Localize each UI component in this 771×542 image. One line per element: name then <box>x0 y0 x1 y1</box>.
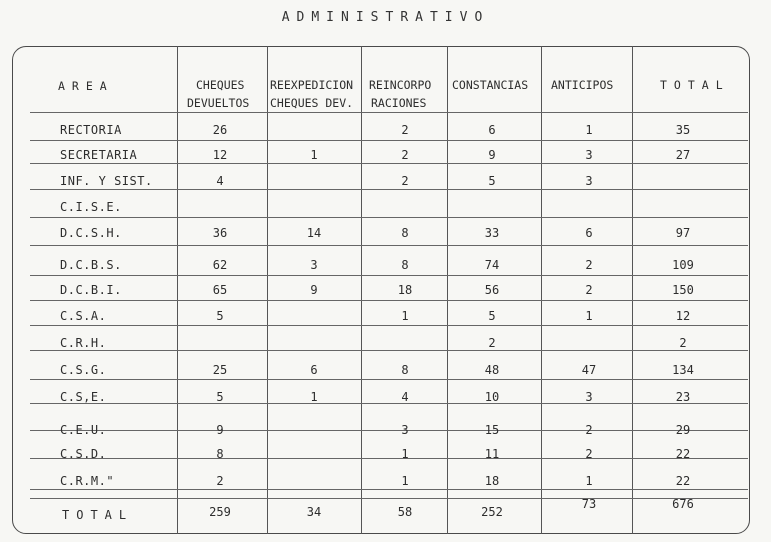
cell-reexp: 1 <box>310 148 318 162</box>
row-divider <box>30 275 748 276</box>
total-const: 252 <box>481 505 503 519</box>
cell-reinc: 18 <box>397 283 413 297</box>
row-area-label: C.I.S.E. <box>60 200 122 214</box>
cell-const: 6 <box>488 123 496 137</box>
cell-cheques: 8 <box>216 447 224 461</box>
row-divider <box>30 325 748 326</box>
cell-antic: 2 <box>585 423 593 437</box>
row-area-label: RECTORIA <box>60 123 122 137</box>
row-area-label: C.S.D. <box>60 447 107 461</box>
row-divider <box>30 245 748 246</box>
row-area-label: D.C.S.H. <box>60 226 122 240</box>
header-reexp-line2: CHEQUES DEV. <box>270 96 354 110</box>
cell-reinc: 2 <box>401 123 409 137</box>
cell-antic: 47 <box>581 363 597 377</box>
cell-const: 48 <box>484 363 500 377</box>
row-divider <box>30 163 748 164</box>
row-divider <box>30 217 748 218</box>
header-constancias: CONSTANCIAS <box>452 78 529 92</box>
cell-const: 11 <box>484 447 500 461</box>
header-total: TOTAL <box>660 78 730 92</box>
cell-cheques: 12 <box>212 148 228 162</box>
cell-const: 15 <box>484 423 500 437</box>
page-title: ADMINISTRATIVO <box>281 10 490 25</box>
total-reexp: 34 <box>306 505 322 519</box>
cell-antic: 2 <box>585 258 593 272</box>
row-area-label: D.C.B.S. <box>60 258 122 272</box>
cell-reexp: 14 <box>306 226 322 240</box>
column-divider <box>361 46 362 534</box>
total-cheques: 259 <box>209 505 231 519</box>
row-divider <box>30 379 748 380</box>
row-divider <box>30 489 748 490</box>
cell-total: 97 <box>675 226 691 240</box>
cell-total: 22 <box>675 447 691 461</box>
column-divider <box>177 46 178 534</box>
cell-antic: 2 <box>585 283 593 297</box>
cell-cheques: 36 <box>212 226 228 240</box>
cell-reinc: 8 <box>401 226 409 240</box>
row-area-label: C.R.H. <box>60 336 107 350</box>
row-area-label: C.S,E. <box>60 390 107 404</box>
cell-antic: 3 <box>585 174 593 188</box>
cell-const: 9 <box>488 148 496 162</box>
header-reexp-line1: REEXPEDICION <box>270 78 354 92</box>
cell-antic: 2 <box>585 447 593 461</box>
cell-reinc: 4 <box>401 390 409 404</box>
cell-reinc: 1 <box>401 447 409 461</box>
cell-const: 74 <box>484 258 500 272</box>
cell-reinc: 1 <box>401 309 409 323</box>
total-antic: 73 <box>581 497 597 511</box>
cell-const: 2 <box>488 336 496 350</box>
cell-total: 2 <box>679 336 687 350</box>
row-divider <box>30 498 748 499</box>
header-reinc-line1: REINCORPO <box>369 78 432 92</box>
total-reinc: 58 <box>397 505 413 519</box>
row-area-label: C.R.M." <box>60 474 115 488</box>
totals-label: TOTAL <box>62 508 134 522</box>
cell-antic: 1 <box>585 474 593 488</box>
cell-total: 23 <box>675 390 691 404</box>
cell-total: 109 <box>672 258 694 272</box>
cell-antic: 3 <box>585 390 593 404</box>
row-area-label: C.S.A. <box>60 309 107 323</box>
cell-reinc: 3 <box>401 423 409 437</box>
cell-const: 56 <box>484 283 500 297</box>
cell-cheques: 26 <box>212 123 228 137</box>
row-area-label: INF. Y SIST. <box>60 174 153 188</box>
cell-const: 10 <box>484 390 500 404</box>
row-area-label: D.C.B.I. <box>60 283 122 297</box>
cell-reinc: 8 <box>401 363 409 377</box>
cell-cheques: 65 <box>212 283 228 297</box>
cell-antic: 3 <box>585 148 593 162</box>
row-area-label: C.E.U. <box>60 423 107 437</box>
cell-total: 27 <box>675 148 691 162</box>
cell-reinc: 2 <box>401 174 409 188</box>
cell-cheques: 5 <box>216 309 224 323</box>
row-divider <box>30 189 748 190</box>
cell-cheques: 2 <box>216 474 224 488</box>
header-anticipos: ANTICIPOS <box>551 78 614 92</box>
cell-total: 12 <box>675 309 691 323</box>
cell-reinc: 1 <box>401 474 409 488</box>
cell-reexp: 9 <box>310 283 318 297</box>
cell-cheques: 25 <box>212 363 228 377</box>
cell-antic: 1 <box>585 309 593 323</box>
column-divider <box>541 46 542 534</box>
cell-cheques: 5 <box>216 390 224 404</box>
row-area-label: C.S.G. <box>60 363 107 377</box>
cell-reexp: 3 <box>310 258 318 272</box>
cell-reexp: 1 <box>310 390 318 404</box>
cell-cheques: 9 <box>216 423 224 437</box>
cell-cheques: 4 <box>216 174 224 188</box>
cell-antic: 6 <box>585 226 593 240</box>
row-divider <box>30 350 748 351</box>
row-divider <box>30 112 748 113</box>
header-area: AREA <box>58 79 114 93</box>
cell-reinc: 8 <box>401 258 409 272</box>
cell-total: 150 <box>672 283 694 297</box>
cell-total: 22 <box>675 474 691 488</box>
column-divider <box>267 46 268 534</box>
cell-const: 5 <box>488 309 496 323</box>
cell-reinc: 2 <box>401 148 409 162</box>
cell-total: 35 <box>675 123 691 137</box>
cell-total: 134 <box>672 363 694 377</box>
cell-const: 5 <box>488 174 496 188</box>
cell-total: 29 <box>675 423 691 437</box>
header-reinc-line2: RACIONES <box>371 96 427 110</box>
total-total: 676 <box>672 497 694 511</box>
header-cheques-line2: DEVUELTOS <box>187 96 250 110</box>
cell-reexp: 6 <box>310 363 318 377</box>
row-area-label: SECRETARIA <box>60 148 138 162</box>
cell-const: 18 <box>484 474 500 488</box>
header-cheques-line1: CHEQUES <box>196 78 245 92</box>
column-divider <box>447 46 448 534</box>
column-divider <box>632 46 633 534</box>
cell-const: 33 <box>484 226 500 240</box>
cell-antic: 1 <box>585 123 593 137</box>
row-divider <box>30 300 748 301</box>
row-divider <box>30 140 748 141</box>
cell-cheques: 62 <box>212 258 228 272</box>
